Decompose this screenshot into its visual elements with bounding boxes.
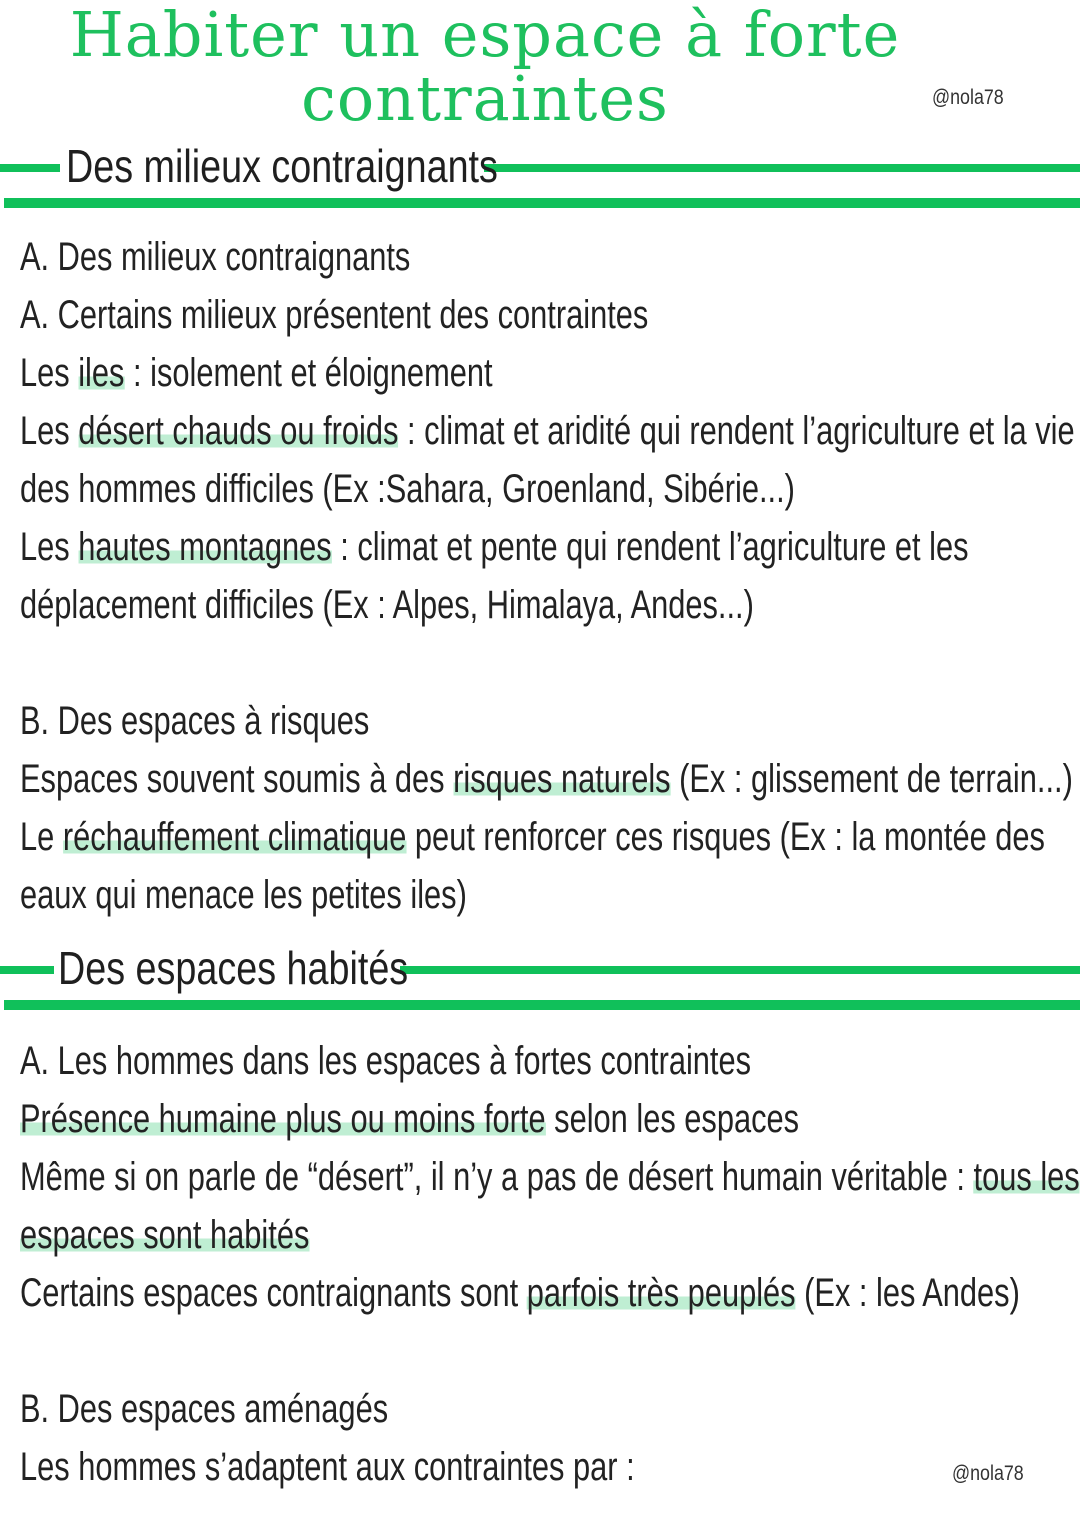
section-heading-text: Des milieux contraignants: [66, 140, 498, 192]
text-line: Les hommes s’adaptent aux contraintes par :: [20, 1445, 635, 1489]
heading-underline: [4, 198, 1080, 208]
highlighted-term: espaces sont habités: [20, 1213, 310, 1257]
highlighted-term: iles: [78, 351, 125, 395]
text-line: [20, 522, 969, 572]
heading-bar-left: [0, 164, 60, 172]
text-line: A. Des milieux contraignants: [20, 235, 411, 279]
text-line: [20, 348, 493, 398]
text-segment: (Ex : les Andes): [795, 1271, 1020, 1315]
text-segment: Les: [20, 409, 79, 453]
text-line: déplacement difficiles (Ex : Alpes, Himalaya, Andes...): [20, 583, 754, 627]
text-line: [20, 406, 1075, 456]
text-line: eaux qui menace les petites iles): [20, 873, 467, 917]
highlighted-term: Présence humaine plus ou moins forte: [20, 1097, 546, 1141]
text-segment: Les: [20, 525, 79, 569]
section-heading-milieux: [0, 140, 1080, 210]
text-segment: Espaces souvent soumis à des: [20, 757, 454, 801]
page-title-line-2: contraintes: [301, 62, 669, 135]
text-line: B. Des espaces aménagés: [20, 1387, 389, 1431]
text-segment: (Ex : glissement de terrain...): [670, 757, 1073, 801]
section-heading-habites: [0, 942, 1080, 1012]
author-handle-top: @nola78: [932, 86, 1004, 109]
highlighted-term: tous les: [973, 1155, 1080, 1199]
highlighted-term: parfois très peuplés: [526, 1271, 796, 1315]
highlighted-term: risques naturels: [453, 757, 671, 801]
text-segment: selon les espaces: [545, 1097, 800, 1141]
text-segment: Les: [20, 351, 79, 395]
text-segment: Même si on parle de “désert”, il n’y a pas de désert humain véritable :: [20, 1155, 974, 1199]
author-handle-bottom: @nola78: [952, 1462, 1024, 1485]
text-line: [20, 812, 1045, 862]
highlighted-term: hautes montagnes: [78, 525, 332, 569]
text-segment: : isolement et éloignement: [124, 351, 493, 395]
text-line: des hommes difficiles (Ex :Sahara, Groenland, Sibérie...): [20, 467, 795, 511]
page-title-line-1: Habiter un espace à forte: [69, 0, 901, 71]
text-segment: peut renforcer ces risques (Ex : la montée des: [406, 815, 1045, 859]
text-segment: Le: [20, 815, 63, 859]
text-line: A. Les hommes dans les espaces à fortes contraintes: [20, 1039, 752, 1083]
text-line: A. Certains milieux présentent des contraintes: [20, 293, 649, 337]
heading-bar-left: [0, 966, 54, 974]
text-line: B. Des espaces à risques: [20, 699, 370, 743]
highlighted-term: désert chauds ou froids: [78, 409, 399, 453]
section-heading-text: Des espaces habités: [58, 942, 409, 994]
text-line: [20, 1210, 309, 1260]
text-line: [20, 1268, 1020, 1318]
text-segment: : climat et aridité qui rendent l’agriculture et la vie: [398, 409, 1075, 453]
heading-bar-right: [400, 966, 1080, 974]
text-segment: : climat et pente qui rendent l’agriculture et les: [331, 525, 969, 569]
heading-bar-right: [484, 164, 1080, 172]
heading-underline: [4, 1000, 1080, 1010]
text-segment: Certains espaces contraignants sont: [20, 1271, 527, 1315]
highlighted-term: réchauffement climatique: [62, 815, 407, 859]
text-line: [20, 754, 1073, 804]
text-line: [20, 1094, 799, 1144]
text-line: [20, 1152, 1080, 1202]
